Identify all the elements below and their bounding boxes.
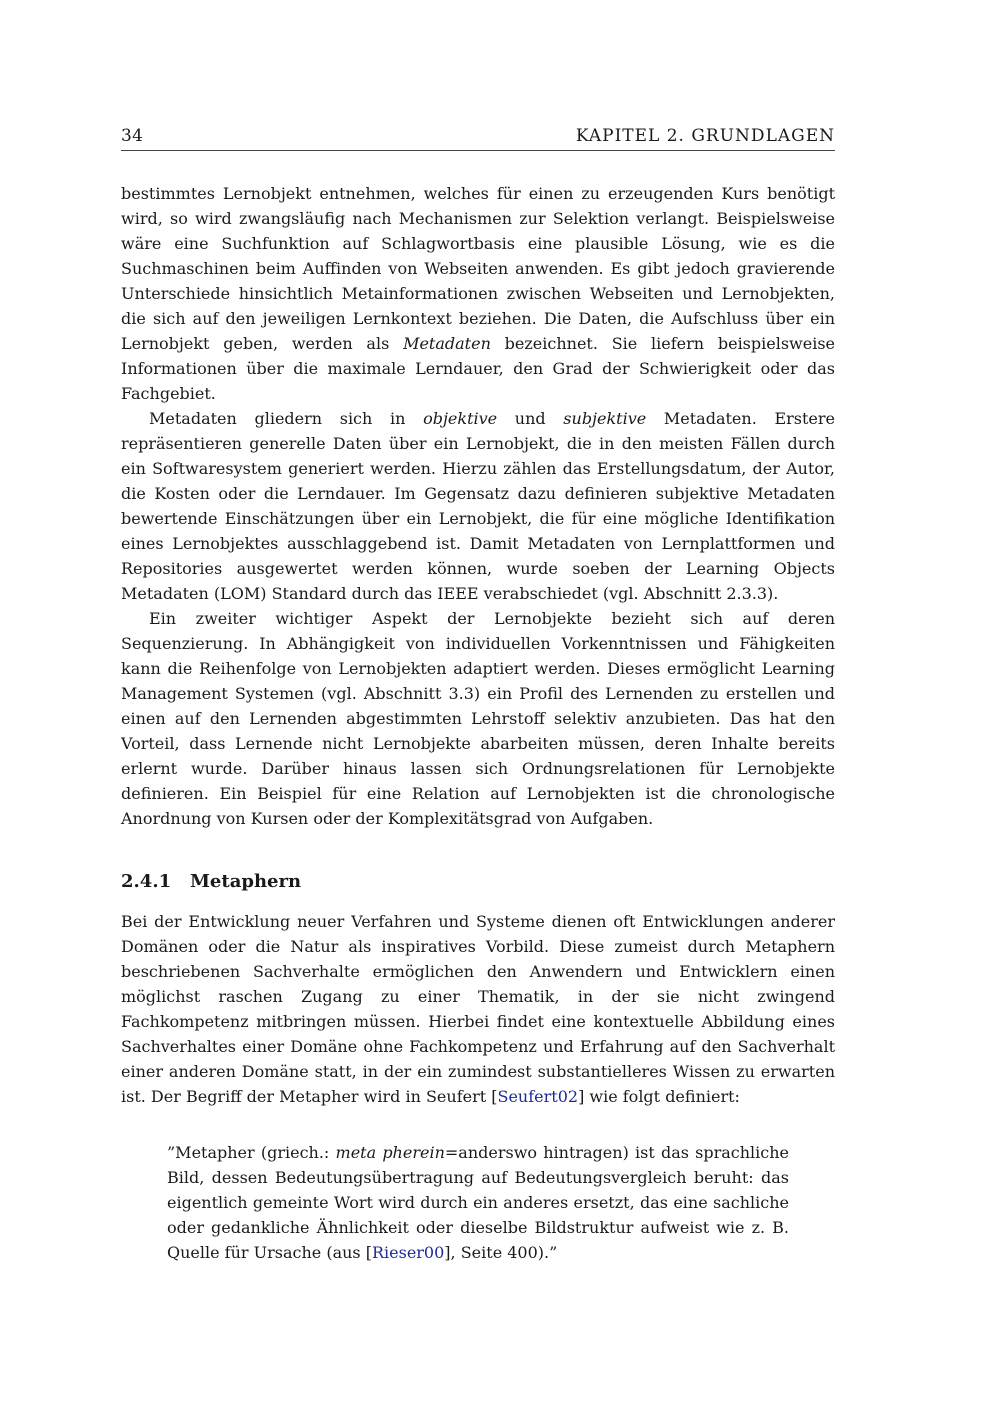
- citation-link[interactable]: Rieser00: [371, 1243, 445, 1262]
- text-span: und: [497, 409, 564, 428]
- quote-text: [167, 1140, 789, 1265]
- emphasis: subjektive: [563, 409, 647, 428]
- page-number: 34: [121, 126, 144, 146]
- text-span: bestimmtes Lernobjekt entnehmen, welches für einen zu erzeugenden Kurs benötigt wird, so wird zwangsläufig nach Mechanismen zur Selektion verlangt. Beispielsweise wäre eine Suchfunktion auf Schlagwortbasis eine plausible Lösung, wie es die Suchmaschinen beim Auffinden von Webseiten anwenden. Es gibt jedoch gravierende Unterschiede hinsichtlich Metainformationen zwischen Webseiten und Lernobjekten, die sich auf den jeweiligen Lernkontext beziehen. Die Daten, die Aufschluss über ein Lernobjekt geben, werden als: [121, 184, 835, 353]
- citation-link[interactable]: Seufert02: [497, 1087, 579, 1106]
- text-span: Bei der Entwicklung neuer Verfahren und Systeme dienen oft Entwicklungen anderer Domänen oder die Natur als inspiratives Vorbild. Diese zumeist durch Metaphern beschriebenen Sachverhalte ermöglichen den Anwendern und Entwicklern einen möglichst raschen Zugang zu einer Thematik, in der sie nicht zwingend Fachkompetenz mitbringen müssen. Hierbei findet eine kontextuelle Abbildung eines Sachverhaltes einer Domäne ohne Fachkompetenz und Erfahrung auf den Sachverhalt einer anderen Domäne statt, in der ein zumindest substantielleres Wissen zu erwarten ist. Der Begriff der Metapher wird in Seufert [: [121, 912, 835, 1106]
- text-span: =anderswo hintragen) ist das sprachliche Bild, dessen Bedeutungsübertragung auf Bedeutungsvergleich beruht: das eigentlich gemeinte Wort wird durch ein anderes ersetzt, das eine sachliche oder gedankliche Ähnlichkeit oder dieselbe Bildstruktur aufweist wie z. B. Quelle für Ursache (aus [: [167, 1143, 790, 1262]
- section-title: Metaphern: [190, 871, 302, 892]
- block-quote: [167, 1140, 789, 1265]
- emphasis: objektive: [423, 409, 498, 428]
- text-span: Metadaten gliedern sich in: [149, 409, 424, 428]
- emphasis: Metadaten: [403, 334, 491, 353]
- text-span: ] wie folgt definiert:: [578, 1087, 740, 1106]
- section-heading: [121, 871, 835, 892]
- paragraph: [121, 181, 835, 406]
- paragraph: Ein zweiter wichtiger Aspekt der Lernobjekte bezieht sich auf deren Sequenzierung. In Abhängigkeit von individuellen Vorkenntnissen und Fähigkeiten kann die Reihenfolge von Lernobjekten adaptiert werden. Dieses ermöglicht Learning Management Systemen (vgl. Abschnitt 3.3) ein Profil des Lernenden zu erstellen und einen auf den Lernenden abgestimmten Lehrstoff selektiv anzubieten. Das hat den Vorteil, dass Lernende nicht Lernobjekte abarbeiten müssen, deren Inhalte bereits erlernt wurde. Darüber hinaus lassen sich Ordnungsrelationen für Lernobjekte definieren. Ein Beispiel für eine Relation auf Lernobjekten ist die chronologische Anordnung von Kursen oder der Komplexitätsgrad von Aufgaben.: [121, 609, 835, 828]
- text-span: ”Metapher (griech.:: [167, 1143, 336, 1162]
- emphasis: meta pherein: [335, 1143, 445, 1162]
- page-header: [121, 126, 835, 151]
- section-number: 2.4.1: [121, 871, 172, 892]
- paragraph: [121, 909, 835, 1109]
- page-body: [121, 181, 835, 1265]
- running-title: KAPITEL 2. GRUNDLAGEN: [575, 126, 835, 146]
- text-span: ], Seite 400).”: [444, 1243, 558, 1262]
- text-span: Metadaten. Erstere repräsentieren generelle Daten über ein Lernobjekt, die in den meisten Fällen durch ein Softwaresystem generiert werden. Hierzu zählen das Erstellungsdatum, der Autor, die Kosten oder die Lerndauer. Im Gegensatz dazu definieren subjektive Metadaten bewertende Einschätzungen über ein Lernobjekt, die für eine mögliche Identifikation eines Lernobjektes ausschlaggebend ist. Damit Metadaten von Lernplattformen und Repositories ausgewertet werden können, wurde soeben der Learning Objects Metadaten (LOM) Standard durch das IEEE verabschiedet (vgl. Abschnitt 2.3.3).: [121, 409, 835, 603]
- text-span: bezeichnet. Sie liefern beispielsweise Informationen über die maximale Lerndauer, den Grad der Schwierigkeit oder das Fachgebiet.: [121, 334, 836, 403]
- paragraph: [121, 406, 835, 606]
